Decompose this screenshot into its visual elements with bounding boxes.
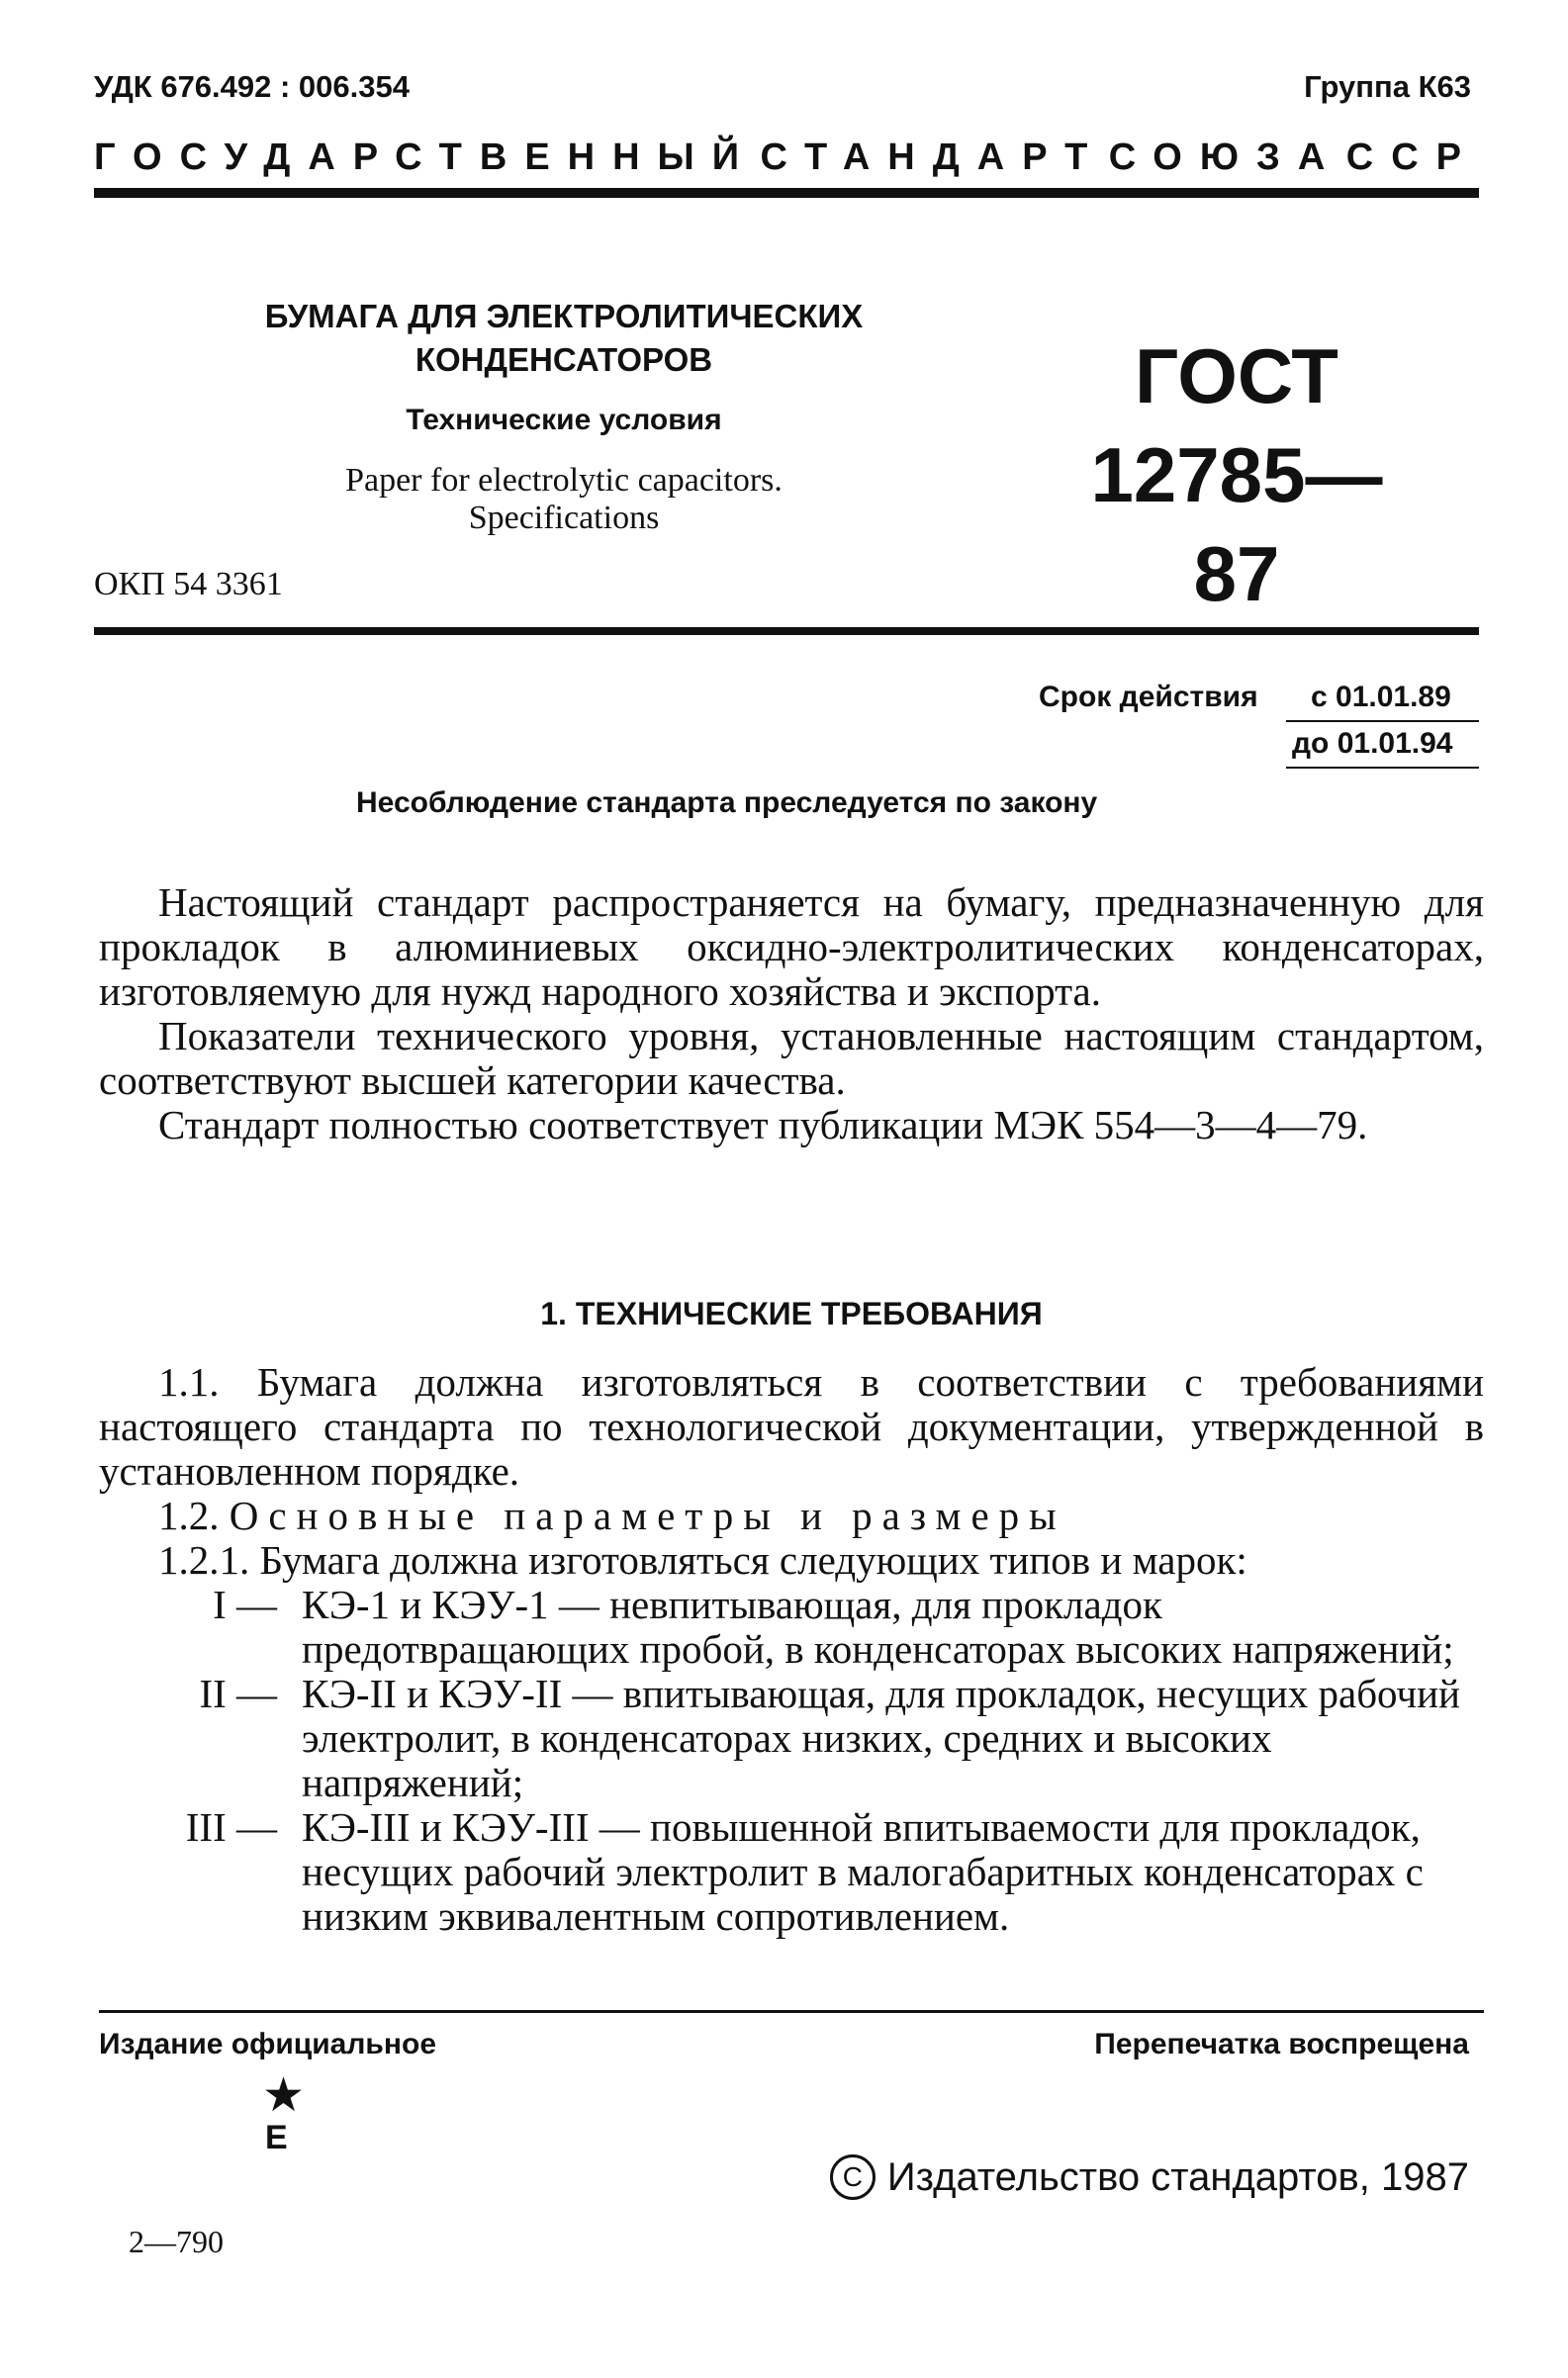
- header-title-word: СОЮЗА: [1108, 137, 1343, 178]
- section-heading: 1. ТЕХНИЧЕСКИЕ ТРЕБОВАНИЯ: [540, 1296, 1043, 1331]
- legal-notice: Несоблюдение стандарта преследуется по закону: [356, 786, 1098, 819]
- header-rule: [94, 188, 1479, 198]
- reprint-notice: Перепечатка воспрещена: [1094, 2028, 1469, 2060]
- publisher-line: [830, 2154, 1469, 2200]
- type-item: [99, 1805, 1484, 1939]
- english-line1: Paper for electrolytic capacitors.: [345, 462, 783, 499]
- group-code: Группа К63: [1304, 69, 1471, 104]
- standard-english-title: [198, 462, 930, 537]
- english-line2: Specifications: [468, 500, 660, 536]
- type-item: [99, 1583, 1484, 1672]
- title-rule: [94, 627, 1479, 635]
- section-body: [99, 1360, 1484, 1939]
- type-number: II —: [199, 1671, 277, 1716]
- gost-label: ГОСТ: [1135, 332, 1338, 419]
- standard-name-line1: БУМАГА ДЛЯ ЭЛЕКТРОЛИТИЧЕСКИХ: [264, 298, 864, 334]
- udk-code: УДК 676.492 : 006.354: [94, 69, 410, 104]
- official-edition: Издание официальное: [99, 2028, 437, 2060]
- clause-1-2-1: 1.2.1. Бумага должна изготовляться следующих типов и марок:: [158, 1537, 1247, 1583]
- type-description: КЭ-II и КЭУ-II — впитывающая, для прокладок, несущих рабочий электролит, в конденсаторах низких, средних и высоких напряжений;: [302, 1671, 1461, 1805]
- print-code: 2—790: [129, 2224, 224, 2259]
- publisher-name: Издательство стандартов, 1987: [886, 2154, 1469, 2199]
- validity-rule: [1286, 720, 1479, 722]
- standard-name: [198, 295, 930, 382]
- gost-number: 12785—87: [1090, 431, 1383, 617]
- footer-rule: [99, 2010, 1484, 2013]
- header-title: [94, 137, 1479, 179]
- type-description: КЭ-III и КЭУ-III — повышенной впитываемости для прокладок, несущих рабочий электролит в малогабаритных конденсаторах с низким эквивалентным сопротивлением.: [302, 1804, 1424, 1939]
- type-description: КЭ-1 и КЭУ-1 — невпитывающая, для прокладок предотвращающих пробой, в конденсаторах высоких напряжений;: [302, 1582, 1454, 1672]
- clause-1-2-title: Основные параметры и размеры: [229, 1493, 1066, 1538]
- standard-name-line2: КОНДЕНСАТОРОВ: [415, 341, 713, 378]
- intro-paragraph: Настоящий стандарт распространяется на бумагу, предназначенную для прокладок в алюминиевых оксидно-электролитических конденсаторах, изготовляемую для нужд народного хозяйства и экспорта.: [99, 879, 1484, 1014]
- header-title-word: ГОСУДАРСТВЕННЫЙ: [94, 137, 758, 178]
- star-icon: ★: [262, 2069, 306, 2122]
- clause-1-2: [99, 1494, 1484, 1538]
- header-title-word: ССР: [1345, 137, 1479, 178]
- validity-rule-bottom: [1286, 767, 1479, 769]
- copyright-icon: C: [830, 2154, 876, 2200]
- validity-from: с 01.01.89: [1311, 681, 1451, 713]
- intro-paragraph: Показатели технического уровня, установленные настоящим стандартом, соответствуют высшей категории качества.: [99, 1013, 1484, 1103]
- okp-code: ОКП 54 3361: [94, 566, 283, 602]
- header-title-word: СТАНДАРТ: [760, 137, 1106, 178]
- clause-1-2-number: 1.2.: [158, 1493, 220, 1538]
- edition-mark: Е: [265, 2119, 288, 2156]
- validity-label: Срок действия: [1039, 681, 1258, 713]
- type-number: I —: [213, 1582, 277, 1627]
- gost-designation: [1068, 326, 1405, 623]
- clause-1-1: 1.1. Бумага должна изготовляться в соответствии с требованиями настоящего стандарта по технологической документации, утвержденной в установленном порядке.: [99, 1359, 1484, 1494]
- intro-paragraph: Стандарт полностью соответствует публикации МЭК 554—3—4—79.: [158, 1102, 1368, 1147]
- intro-text: [99, 880, 1484, 1147]
- standard-subtitle: Технические условия: [406, 404, 722, 436]
- type-item: [99, 1672, 1484, 1805]
- validity-to: до 01.01.94: [1292, 727, 1453, 760]
- type-number: III —: [185, 1804, 277, 1850]
